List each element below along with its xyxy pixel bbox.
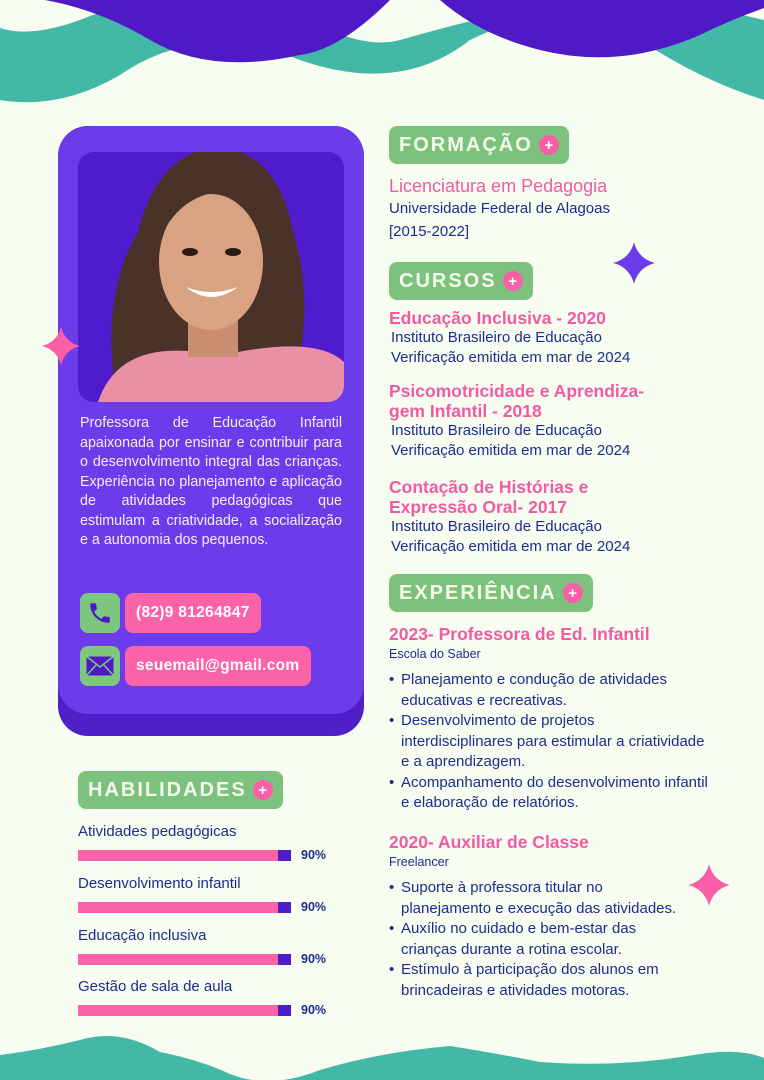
course-entry xyxy=(389,477,630,556)
skill-label: Gestão de sala de aula xyxy=(78,978,233,995)
purple-sparkle-icon xyxy=(611,240,657,286)
bio-text: Professora de Educação Infantil apaixonada por ensinar e contribuir para o desenvolvimento integral das crianças. Experiência no planejamento e aplicação de atividades pedagógicas que estimulam a criatividade, a socialização e a autonomia dos pequenos. xyxy=(80,415,342,548)
job-bullets xyxy=(389,878,679,1001)
skill-percent: 90% xyxy=(301,1003,327,1017)
skill-label: Educação inclusiva xyxy=(78,927,207,944)
skill-bar xyxy=(78,900,327,914)
degree-title: Licenciatura em Pedagogia xyxy=(389,176,608,196)
contact-phone xyxy=(80,593,261,633)
skill-bar-fill xyxy=(78,954,278,965)
section-title: EXPERIÊNCIA xyxy=(399,581,557,604)
skill-label: Atividades pedagógicas xyxy=(78,823,237,840)
course-institution: Instituto Brasileiro de Educação xyxy=(391,329,602,346)
skill-percent: 90% xyxy=(301,900,327,914)
skill-bar-fill xyxy=(78,902,278,913)
plus-icon: + xyxy=(539,135,559,155)
course-note: Verificação emitida em mar de 2024 xyxy=(391,537,631,555)
section-title: HABILIDADES xyxy=(88,778,247,801)
job-company: Freelancer xyxy=(389,855,449,869)
contact-email xyxy=(80,646,311,686)
skill-bar xyxy=(78,1003,327,1017)
section-header-cursos xyxy=(389,262,533,300)
skill-item xyxy=(78,927,338,965)
course-title: Educação Inclusiva - 2020 xyxy=(389,308,606,328)
skill-bar-fill xyxy=(78,850,278,861)
job-entry xyxy=(389,832,679,1001)
section-title: FORMAÇÃO xyxy=(399,133,533,156)
skill-bar-fill xyxy=(78,1005,278,1016)
course-entry xyxy=(389,381,644,460)
skill-label: Desenvolvimento infantil xyxy=(78,875,241,892)
course-note: Verificação emitida em mar de 2024 xyxy=(391,441,631,459)
envelope-icon xyxy=(80,646,120,686)
bottom-wave-decoration xyxy=(0,1030,764,1080)
job-company: Escola do Saber xyxy=(389,647,481,661)
portrait-illustration xyxy=(78,152,344,402)
skill-bar xyxy=(78,848,327,862)
skill-percent: 90% xyxy=(301,952,327,966)
job-bullet: • Auxílio no cuidado e bem-estar das crianças durante a rotina escolar. xyxy=(389,919,679,960)
section-title: CURSOS xyxy=(399,269,497,292)
course-institution: Instituto Brasileiro de Educação xyxy=(391,422,602,439)
job-title: 2020- Auxiliar de Classe xyxy=(389,832,589,852)
section-header-experiencia xyxy=(389,574,593,612)
institution-name: Universidade Federal de Alagoas xyxy=(389,200,610,217)
job-bullets xyxy=(389,670,709,814)
job-entry xyxy=(389,624,709,814)
skill-bar xyxy=(78,952,327,966)
course-institution: Instituto Brasileiro de Educação xyxy=(391,518,602,535)
job-bullet: • Suporte à professora titular no planejamento e execução das atividades. xyxy=(389,878,679,919)
skill-item xyxy=(78,875,338,913)
skill-percent: 90% xyxy=(301,848,327,862)
course-title: gem Infantil - 2018 xyxy=(389,401,542,421)
section-header-formacao xyxy=(389,126,569,164)
email-address[interactable]: seuemail@gmail.com xyxy=(125,646,311,686)
job-title: 2023- Professora de Ed. Infantil xyxy=(389,624,650,644)
course-title: Psicomotricidade e Aprendiza- xyxy=(389,381,645,401)
top-wave-decoration xyxy=(0,0,764,110)
profile-photo xyxy=(78,152,344,402)
course-note: Verificação emitida em mar de 2024 xyxy=(391,348,631,366)
job-bullet: • Planejamento e condução de atividades educativas e recreativas. xyxy=(389,670,709,711)
education-period: [2015-2022] xyxy=(389,222,470,240)
plus-icon: + xyxy=(253,780,273,800)
course-title: Contação de Histórias e xyxy=(389,477,589,497)
skill-item xyxy=(78,978,338,1016)
education-entry xyxy=(389,176,610,241)
pink-sparkle-icon xyxy=(686,862,732,908)
plus-icon: + xyxy=(563,583,583,603)
pink-sparkle-icon xyxy=(40,325,82,367)
phone-number[interactable]: (82)9 81264847 xyxy=(125,593,261,633)
course-title: Expressão Oral- 2017 xyxy=(389,497,568,517)
section-header-habilidades xyxy=(78,771,283,809)
job-bullet: • Acompanhamento do desenvolvimento infantil e elaboração de relatórios. xyxy=(389,773,709,814)
phone-icon xyxy=(80,593,120,633)
plus-icon: + xyxy=(503,271,523,291)
job-bullet: • Estímulo à participação dos alunos em brincadeiras e atividades motoras. xyxy=(389,960,679,1001)
job-bullet: • Desenvolvimento de projetos interdisciplinares para estimular a criatividade e a aprendizagem. xyxy=(389,711,709,773)
course-entry xyxy=(389,308,630,367)
skill-item xyxy=(78,823,338,861)
